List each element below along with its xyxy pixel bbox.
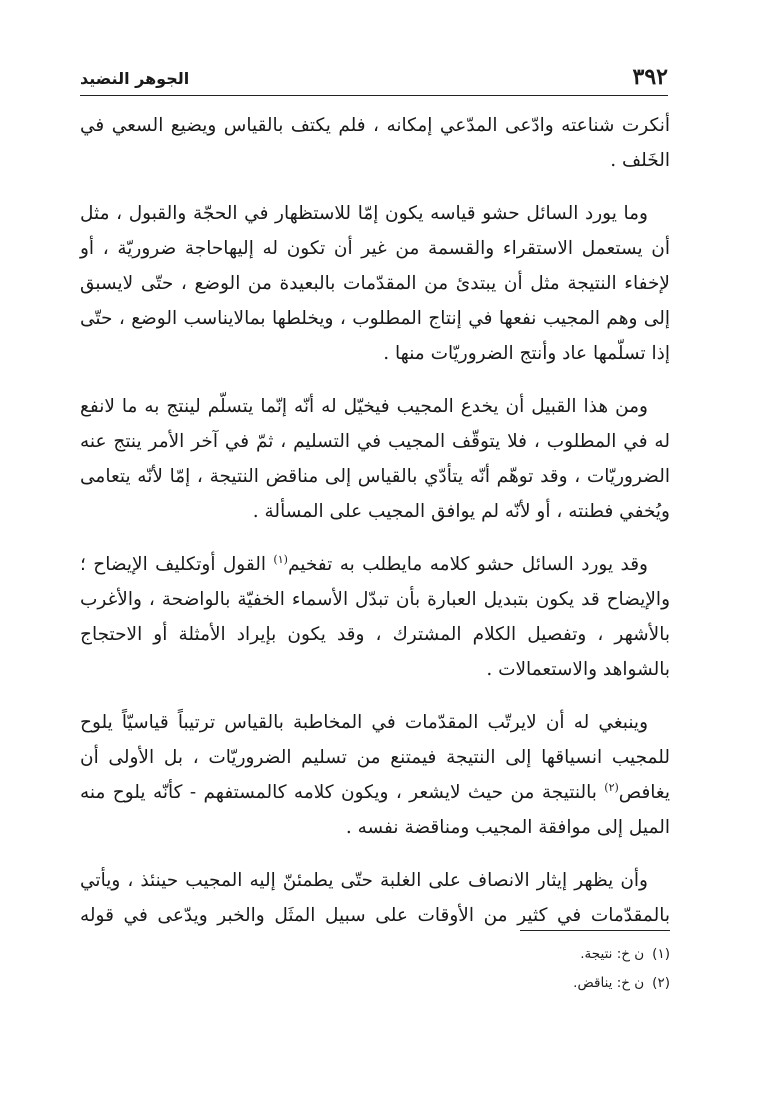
- footnotes: [370, 940, 670, 998]
- paragraph: [80, 389, 670, 529]
- paragraph: [80, 547, 670, 687]
- paragraph-text: أنكرت شناعته وادّعى المدّعي إمكانه ، فلم يكتف بالقياس ويضيع السعي في الخَلف .: [80, 115, 670, 171]
- paragraph: [80, 196, 670, 371]
- page-number: ٣٩٢: [632, 64, 668, 90]
- paragraph: [80, 108, 670, 178]
- footnote-text: ن خ: يناقض.: [573, 975, 645, 991]
- paragraph-text: وقد يورد السائل حشو كلامه مايطلب به تفخيم: [287, 554, 648, 575]
- footnote: [370, 940, 670, 969]
- footnote: [370, 969, 670, 998]
- paragraph-text: وأن يظهر إيثار الانصاف على الغلبة حتّى يطمئنّ إليه المجيب حينئذ ، ويأتي بالمقدّمات في كثير من الأوقات على سبيل المثَل والخبر ويدّعى في قوله: [80, 870, 670, 926]
- page-header: [80, 62, 668, 96]
- paragraph-text: القول أوتكليف الإيضاح ؛ والإيضاح قد يكون بتبديل العبارة بأن تبدّل الأسماء الخفيّة بالواضحة ، والأغرب بالأشهر ، وتفصيل الكلام المشترك ، وقد يكون بإيراد الأمثلة أو الاحتجاج بالشواهد والاستعمالات .: [80, 554, 670, 680]
- footnote-rule: [520, 930, 670, 931]
- footnote-reference: (٢): [604, 780, 619, 794]
- paragraph-text: وينبغي له أن لايرتّب المقدّمات في المخاطبة بالقياس ترتيباً قياسيّاً يلوح للمجيب انسياقها إلى النتيجة فيمتنع من تسليم الضروريّات ، بل الأولى أن يغافص: [80, 712, 670, 803]
- paragraph: [80, 863, 670, 933]
- header-rule: [80, 95, 668, 96]
- paragraph: [80, 705, 670, 845]
- main-text: [80, 108, 670, 951]
- footnote-marker: (١): [652, 946, 670, 962]
- running-title: الجوهر النضيد: [80, 69, 190, 88]
- footnote-marker: (٢): [652, 975, 670, 991]
- paragraph-text: ومن هذا القبيل أن يخدع المجيب فيخيّل له أنّه إنّما يتسلّم لينتج به ما لانفع له في المطلوب ، فلا يتوقّف المجيب في التسليم ، ثمّ في آخر الأمر ينتج عنه الضروريّات ، وقد توهّم أنّه يتأدّي بالقياس إلى مناقض النتيجة ، إمّا لأنّه يتعامى ويُخفي فطنته ، أو لأنّه لم يوافق المجيب على المسألة .: [80, 396, 670, 522]
- paragraph-text: بالنتيجة من حيث لايشعر ، ويكون كلامه كالمستفهم - كأنّه يلوح منه الميل إلى موافقة المجيب ومناقضة نفسه .: [80, 782, 670, 838]
- footnote-text: ن خ: نتيجة.: [580, 946, 645, 962]
- paragraph-text: وما يورد السائل حشو قياسه يكون إمّا للاستظهار في الحجّة والقبول ، مثل أن يستعمل الاستقراء والقسمة من غير أن تكون له إليهاحاجة ضروريّة ، أو لإخفاء النتيجة مثل أن يبتدئ من المقدّمات بالبعيدة من الوضع ، حتّى لايسبق إلى وهم المجيب نفعها في إنتاج المطلوب ، ويخلطها بمالايناسب الوضع ، حتّى إذا تسلّمها عاد وأنتج الضروريّات منها .: [80, 203, 670, 364]
- footnote-reference: (١): [273, 552, 288, 566]
